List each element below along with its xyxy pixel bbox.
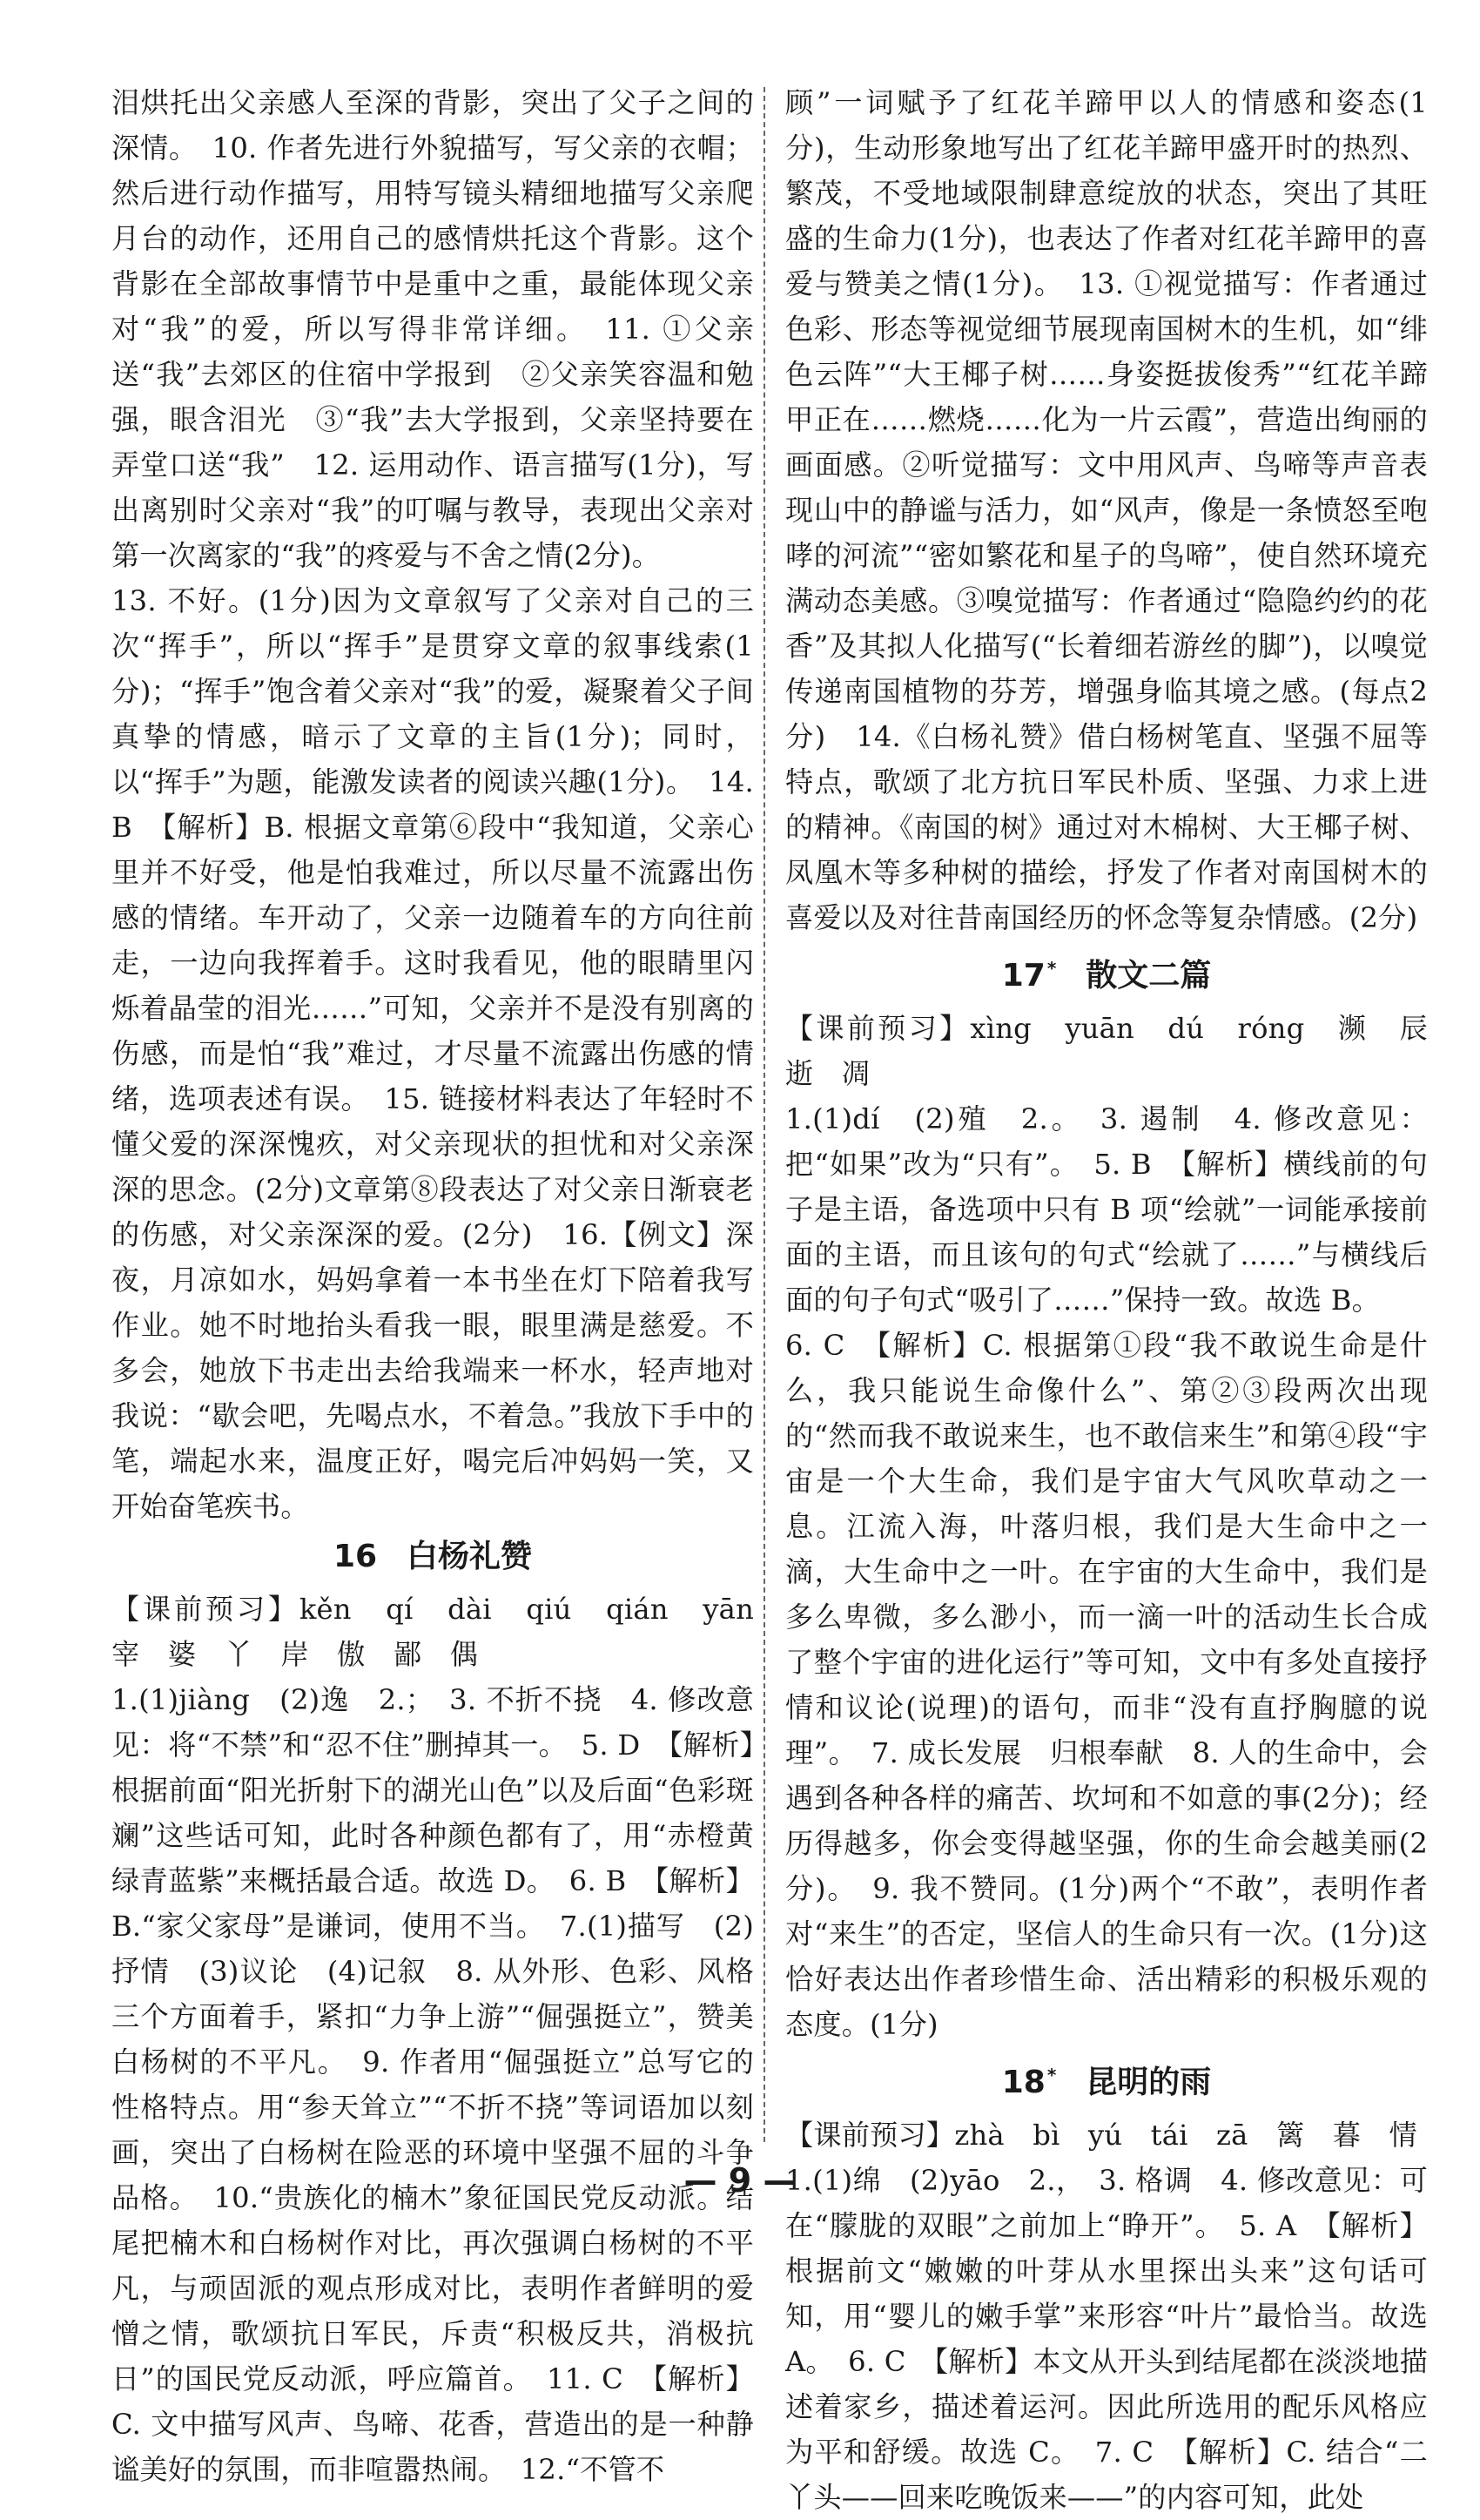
lesson-title: 白杨礼赞 <box>407 1539 533 1574</box>
answer-paragraph: 13. 不好。(1分)因为文章叙写了父亲对自己的三次“挥手”，所以“挥手”是贯穿文章的叙事线索(1分)；“挥手”饱含着父亲对“我”的爱，凝聚着父子间真挚的情感，暗示了文章的主旨(1分)；同时，以“挥手”为题，能激发读者的阅读兴趣(1分)。 14. B 【解析】B. 根据文章第⑥段中“我知道，父亲心里并不好受，他是怕我难过，所以尽量不流露出伤感的情绪。车开动了，父亲一边随着车的方向往前走，一边向我挥着手。这时我看见，他的眼睛里闪烁着晶莹的泪光……”可知，父亲并不是没有别离的伤感，而是怕“我”难过，才尽量不流露出伤感的情绪，选项表述有误。 15. 链接材料表达了年轻时不懂父爱的深深愧疚，对父亲现状的担忧和对父亲深深的思念。(2分)文章第⑧段表达了对父亲日渐衰老的伤感，对父亲深深的爱。(2分) 16.【例文】深夜，月凉如水，妈妈拿着一本书坐在灯下陪着我写作业。她不时地抬头看我一眼，眼里满是慈爱。不多会，她放下书走出去给我端来一杯水，轻声地对我说：“歇会吧，先喝点水，不着急。”我放下手中的笔，端起水来，温度正好，喝完后冲妈妈一笑，又开始奋笔疾书。 <box>111 584 754 1523</box>
lesson-number: 16 <box>333 1539 378 1574</box>
preview-line: 【课前预习】zhà bì yú tái zā 篱 暮 情 <box>785 2119 1417 2152</box>
left-column <box>111 80 783 2492</box>
lesson-title: 昆明的雨 <box>1086 2065 1212 2100</box>
optional-star: * <box>1046 2065 1057 2085</box>
preview-line: 【课前预习】xìng yuān dú róng 濒 辰 逝 凋 <box>785 1012 1456 1090</box>
answer-paragraph: 1.(1)绵 (2)yāo 2.， 3. 格调 4. 修改意见：可在“朦胧的双眼”之前加上“睁开”。 5. A 【解析】根据前文“嫩嫩的叶芽从水里探出头来”这句话可知，用“婴儿的嫩手掌”来形容“叶片”最恰当。故选 A。 6. C 【解析】本文从开头到结尾都在淡淡地描述着家乡，描述着运河。因此所选用的配乐风格应为平和舒缓。故选 C。 7. C 【解析】C. 结合“二丫头——回来吃晚饭来——”的内容可知，此处 <box>785 2164 1428 2514</box>
lesson-number: 18 * <box>1001 2065 1057 2100</box>
answer-paragraph: 1.(1)dí (2)殖 2.。 3. 遏制 4. 修改意见：把“如果”改为“只有”。 5. B 【解析】横线前的句子是主语，备选项中只有 B 项“绘就”一词能承接前面的主语，而且该句的句式“绘就了……”与横线后面的句子句式“吸引了……”保持一致。故选 B。 <box>785 1102 1428 1317</box>
right-column <box>785 80 1456 2520</box>
optional-star: * <box>1046 958 1057 979</box>
lesson-heading <box>785 2052 1428 2106</box>
preview-line: 【课前预习】kěn qí dài qiú qián yān 宰 婆 丫 岸 傲 鄙 偶 <box>111 1593 783 1671</box>
lesson-title: 散文二篇 <box>1086 958 1212 994</box>
column-divider <box>764 87 765 2142</box>
answer-paragraph: 1.(1)jiàng (2)逸 2.； 3. 不折不挠 4. 修改意见：将“不禁”和“忍不住”删掉其一。 5. D 【解析】根据前面“阳光折射下的湖光山色”以及后面“色彩斑斓”这些话可知，此时各种颜色都有了，用“赤橙黄绿青蓝紫”来概括最合适。故选 D。 6. B 【解析】B.“家父家母”是谦词，使用不当。 7.(1)描写 (2)抒情 (3)议论 (4)记叙 8. 从外形、色彩、风格三个方面着手，紧扣“力争上游”“倔强挺立”，赞美白杨树的不平凡。 9. 作者用“倔强挺立”总写它的性格特点。用“参天耸立”“不折不挠”等词语加以刻画，突出了白杨树在险恶的环境中坚强不屈的斗争品格。 10.“贵族化的楠木”象征国民党反动派。结尾把楠木和白杨树作对比，再次强调白杨树的不平凡，与顽固派的观点形成对比，表明作者鲜明的爱憎之情，歌颂抗日军民，斥责“积极反共，消极抗日”的国民党反动派，呼应篇首。 11. C 【解析】C. 文中描写风声、鸟啼、花香，营造出的是一种静谧美好的氛围，而非喧嚣热闹。 12.“不管不 <box>111 1683 754 2486</box>
answer-paragraph: 6. C 【解析】C. 根据第①段“我不敢说生命是什么，我只能说生命像什么”、第②③段两次出现的“然而我不敢说来生，也不敢信来生”和第④段“宇宙是一个大生命，我们是宇宙大气风吹草动之一息。江流入海，叶落归根，我们是大生命中之一滴，大生命中之一叶。在宇宙的大生命中，我们是多么卑微，多么渺小，而一滴一叶的活动生长合成了整个宇宙的进化运行”等可知，文中有多处直接抒情和议论(说理)的语句，而非“没有直抒胸臆的说理”。 7. 成长发展 归根奉献 8. 人的生命中，会遇到各种各样的痛苦、坎坷和不如意的事(2分)；经历得越多，你会变得越坚强，你的生命会越美丽(2分)。 9. 我不赞同。(1分)两个“不敢”，表明作者对“来生”的否定，坚信人的生命只有一次。(1分)这恰好表达出作者珍惜生命、活出精彩的积极乐观的态度。(1分) <box>785 1329 1428 2041</box>
lesson-heading <box>111 1534 754 1580</box>
page-number: — 9 — <box>683 2161 797 2200</box>
answer-paragraph: 顾”一词赋予了红花羊蹄甲以人的情感和姿态(1分)，生动形象地写出了红花羊蹄甲盛开时的热烈、繁茂，不受地域限制肆意绽放的状态，突出了其旺盛的生命力(1分)，也表达了作者对红花羊蹄甲的喜爱与赞美之情(1分)。 13. ①视觉描写：作者通过色彩、形态等视觉细节展现南国树木的生机，如“绯色云阵”“大王椰子树……身姿挺拔俊秀”“红花羊蹄甲正在……燃烧……化为一片云霞”，营造出绚丽的画面感。②听觉描写：文中用风声、鸟啼等声音表现山中的静谧与活力，如“风声，像是一条愤怒至咆哮的河流”“密如繁花和星子的鸟啼”，使自然环境充满动态美感。③嗅觉描写：作者通过“隐隐约约的花香”及其拟人化描写(“长着细若游丝的脚”)，以嗅觉传递南国植物的芬芳，增强身临其境之感。(每点2分) 14.《白杨礼赞》借白杨树笔直、坚强不屈等特点，歌颂了北方抗日军民朴质、坚强、力求上进的精神。《南国的树》通过对木棉树、大王椰子树、凤凰木等多种树的描绘，抒发了作者对南国树木的喜爱以及对往昔南国经历的怀念等复杂情感。(2分) <box>785 86 1428 934</box>
lesson-number: 17 * <box>1001 958 1057 994</box>
answer-paragraph: 泪烘托出父亲感人至深的背影，突出了父子之间的深情。 10. 作者先进行外貌描写，写父亲的衣帽；然后进行动作描写，用特写镜头精细地描写父亲爬月台的动作，还用自己的感情烘托这个背影。这个背影在全部故事情节中是重中之重，最能体现父亲对“我”的爱，所以写得非常详细。 11. ①父亲送“我”去郊区的住宿中学报到 ②父亲笑容温和勉强，眼含泪光 ③“我”去大学报到，父亲坚持要在弄堂口送“我” 12. 运用动作、语言描写(1分)，写出离别时父亲对“我”的叮嘱与教导，表现出父亲对第一次离家的“我”的疼爱与不舍之情(2分)。 <box>111 86 754 572</box>
lesson-heading <box>785 946 1428 999</box>
